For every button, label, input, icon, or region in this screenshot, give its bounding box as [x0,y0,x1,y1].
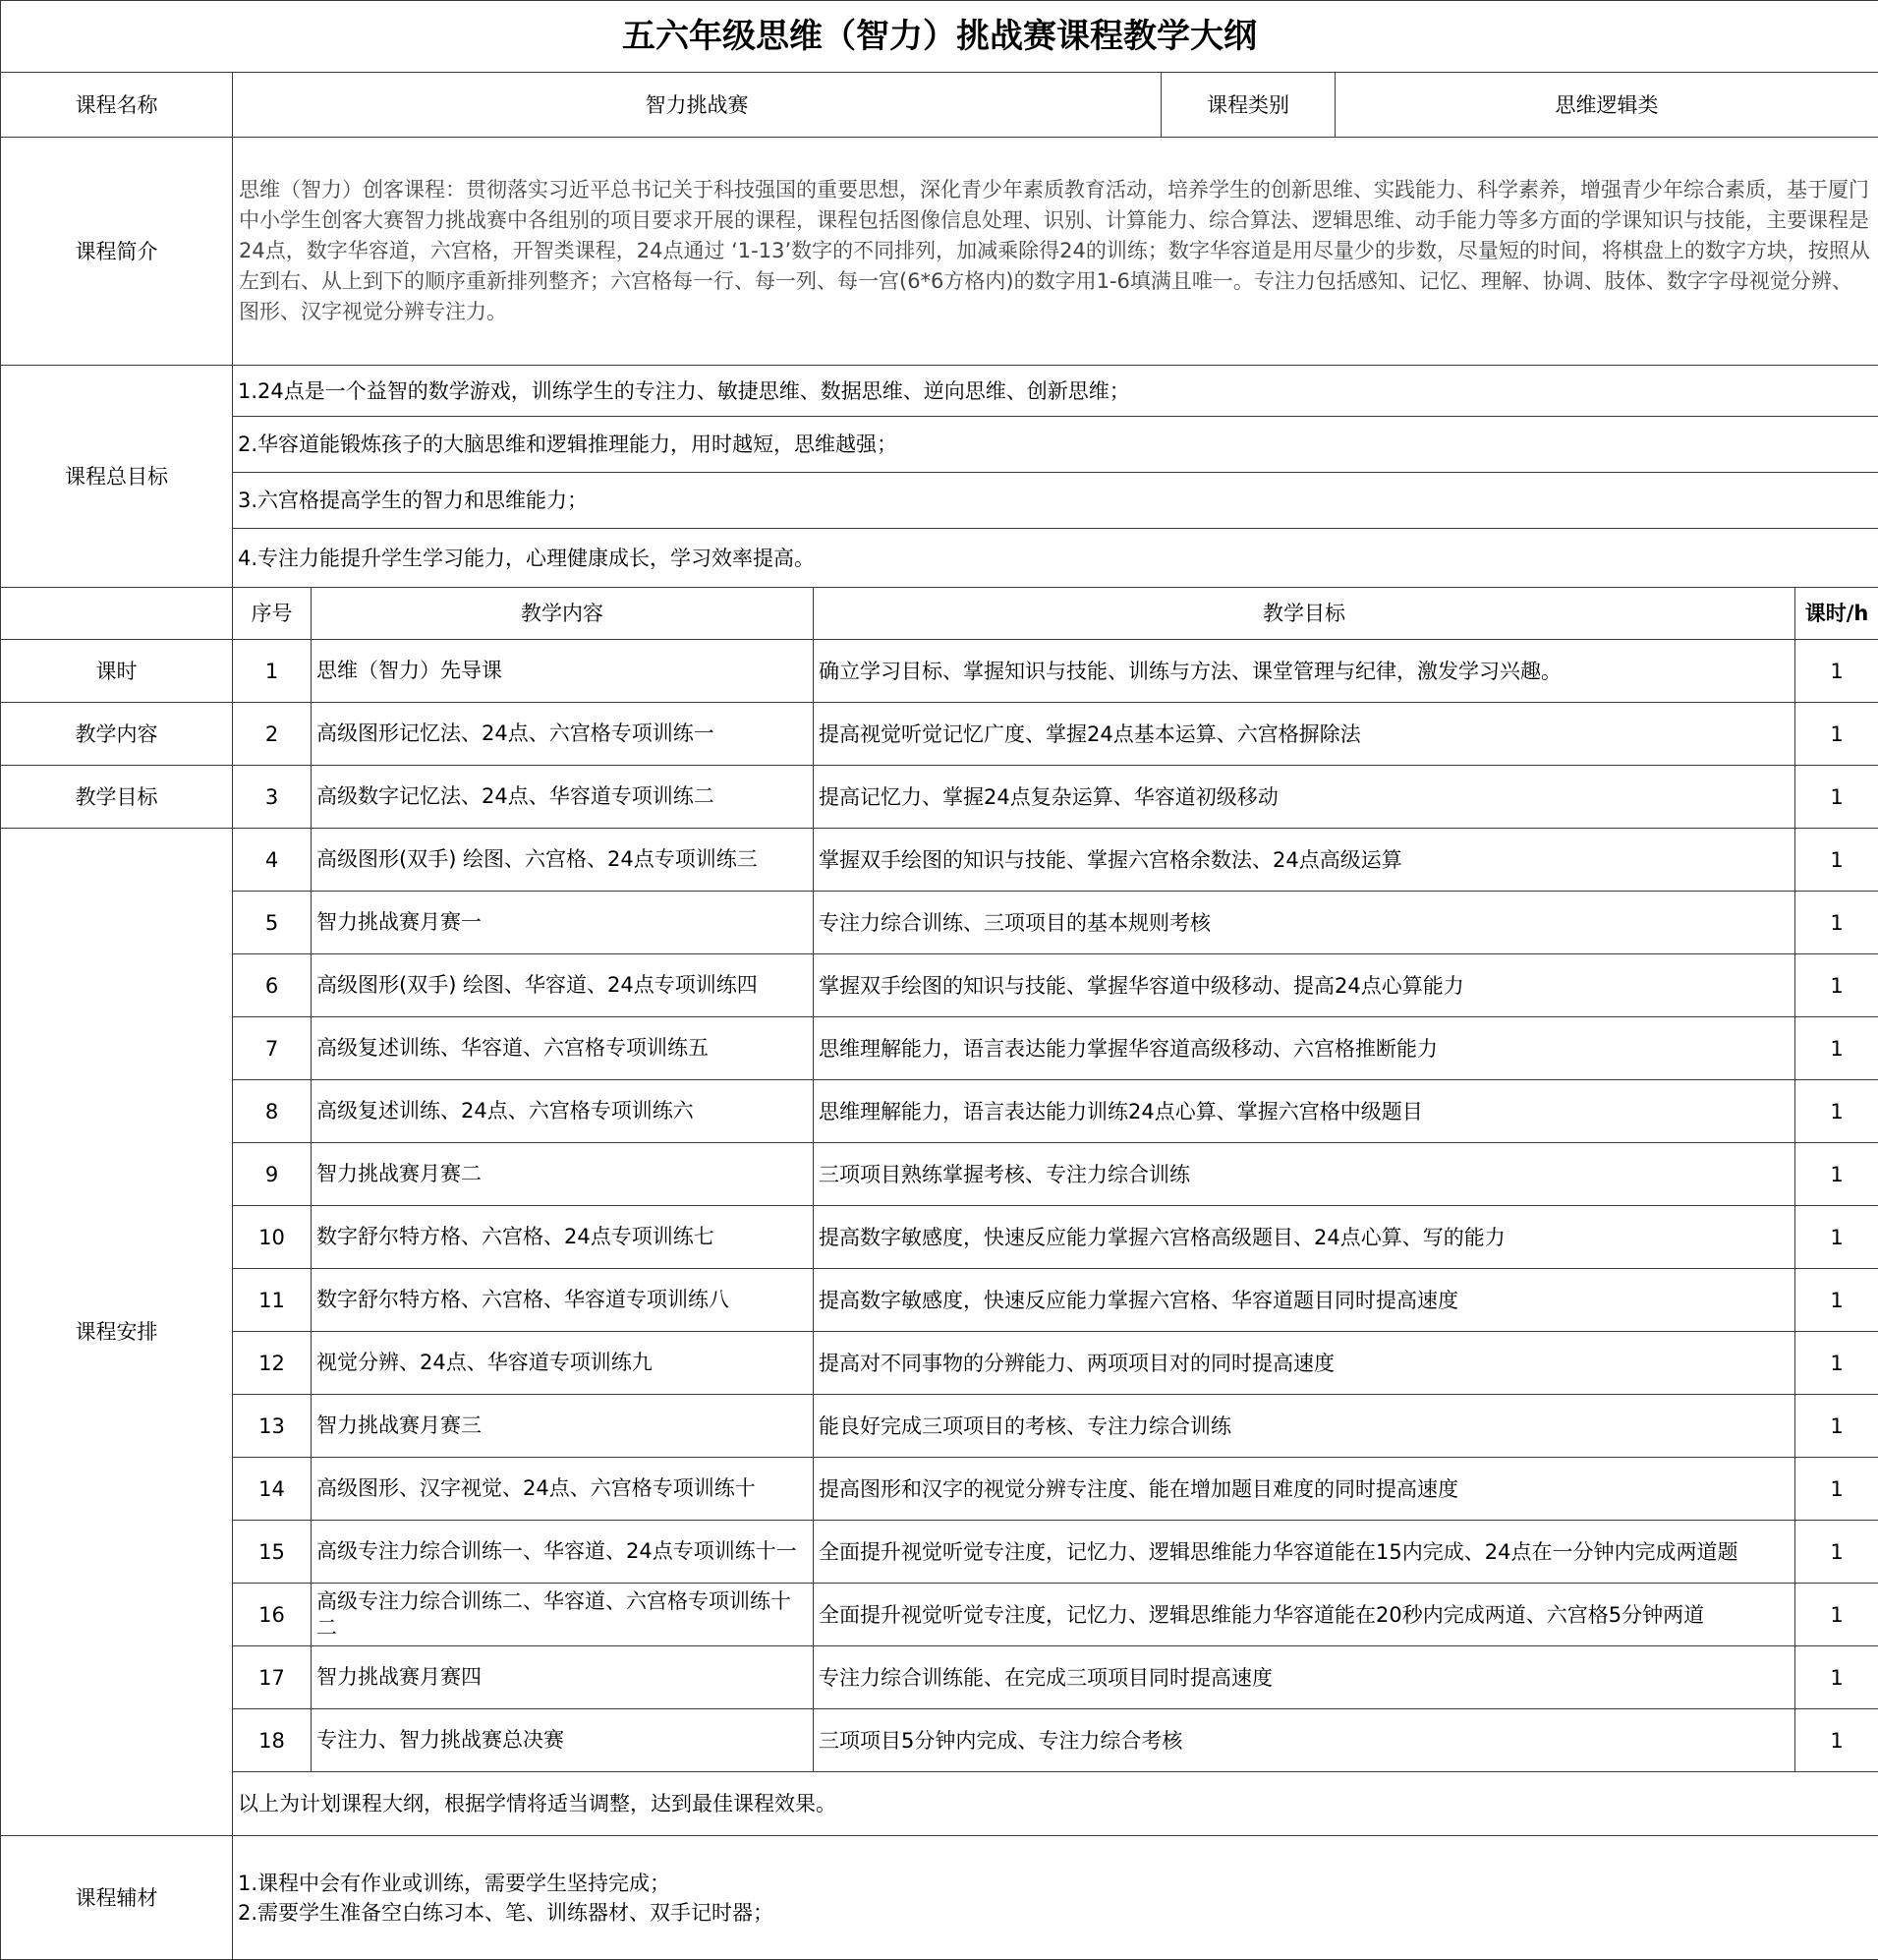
lesson-hours: 1 [1795,640,1878,703]
schedule-note: 以上为计划课程大纲，根据学情将适当调整，达到最佳课程效果。 [233,1772,1878,1836]
page-title: 五六年级思维（智力）挑战赛课程教学大纲 [1,1,1878,73]
lesson-goal: 全面提升视觉听觉专注度，记忆力、逻辑思维能力华容道能在20秒内完成两道、六宫格5分钟两道 [814,1584,1795,1646]
lesson-hours: 1 [1795,1143,1878,1206]
lesson-hours: 1 [1795,1332,1878,1395]
materials-item: 1.课程中会有作业或训练，需要学生坚持完成； [238,1871,671,1895]
lesson-hours: 1 [1795,766,1878,829]
lesson-no: 5 [233,892,312,954]
lesson-goal: 提高数字敏感度，快速反应能力掌握六宫格、华容道题目同时提高速度 [814,1269,1795,1332]
lesson-content: 高级数字记忆法、24点、华容道专项训练二 [312,766,814,829]
course-name-value: 智力挑战赛 [233,73,1162,138]
lesson-no: 7 [233,1017,312,1080]
goals-label: 课程总目标 [1,366,233,588]
lesson-row [1,1269,1878,1332]
intro-text: 思维（智力）创客课程：贯彻落实习近平总书记关于科技强国的重要思想，深化青少年素质教育活动，培养学生的创新思维、实践能力、科学素养，增强青少年综合素质，基于厦门中小学生创客大赛智力挑战赛中各组别的项目要求开展的课程，课程包括图像信息处理、识别、计算能力、综合算法、逻辑思维、动手能力等多方面的学课知识与技能，主要课程是24点，数字华容道，六宫格，开智类课程，24点通过 ‘1-13’数字的不同排列，加减乘除得24的训练；数字华容道是用尽量少的步数，尽量短的时间，将棋盘上的数字方块，按照从左到右、从上到下的顺序重新排列整齐；六宫格每一行、每一列、每一宫(6*6方格内)的数字用1-6填满且唯一。专注力包括感知、记忆、理解、协调、肢体、数字字母视觉分辨、图形、汉字视觉分辨专注力。 [233,138,1878,366]
course-type-value: 思维逻辑类 [1336,73,1878,138]
lesson-hours: 1 [1795,1080,1878,1143]
lesson-goal: 提高记忆力、掌握24点复杂运算、华容道初级移动 [814,766,1795,829]
lesson-no: 12 [233,1332,312,1395]
lesson-no: 14 [233,1458,312,1521]
lesson-no: 17 [233,1646,312,1709]
lesson-hours: 1 [1795,1709,1878,1772]
side-label-content: 教学内容 [1,703,233,766]
lesson-row [1,892,1878,954]
lesson-hours: 1 [1795,1458,1878,1521]
lesson-goal: 掌握双手绘图的知识与技能、掌握六宫格余数法、24点高级运算 [814,829,1795,892]
lesson-hours: 1 [1795,954,1878,1017]
lesson-content: 高级专注力综合训练二、华容道、六宫格专项训练十二 [312,1584,814,1646]
lesson-row [1,1458,1878,1521]
header-blank-cell [1,588,233,640]
header-content: 教学内容 [312,588,814,640]
lesson-goal: 三项项目5分钟内完成、专注力综合考核 [814,1709,1795,1772]
side-label-hours: 课时 [1,640,233,703]
lesson-row [1,1206,1878,1269]
lesson-content: 数字舒尔特方格、六宫格、24点专项训练七 [312,1206,814,1269]
lesson-row [1,1017,1878,1080]
goal-item: 4.专注力能提升学生学习能力，心理健康成长，学习效率提高。 [233,529,1878,588]
lesson-content: 视觉分辨、24点、华容道专项训练九 [312,1332,814,1395]
lesson-content: 高级图形、汉字视觉、24点、六宫格专项训练十 [312,1458,814,1521]
goal-item: 2.华容道能锻炼孩子的大脑思维和逻辑推理能力，用时越短，思维越强； [233,417,1878,473]
lesson-goal: 三项项目熟练掌握考核、专注力综合训练 [814,1143,1795,1206]
lesson-content: 高级专注力综合训练一、华容道、24点专项训练十一 [312,1521,814,1584]
lesson-hours: 1 [1795,703,1878,766]
lesson-row [1,1646,1878,1709]
lesson-hours: 1 [1795,892,1878,954]
lesson-goal: 全面提升视觉听觉专注度，记忆力、逻辑思维能力华容道能在15内完成、24点在一分钟内完成两道题 [814,1521,1795,1584]
lesson-content: 专注力、智力挑战赛总决赛 [312,1709,814,1772]
lesson-goal: 专注力综合训练能、在完成三项项目同时提高速度 [814,1646,1795,1709]
lesson-no: 1 [233,640,312,703]
lesson-content: 思维（智力）先导课 [312,640,814,703]
lesson-hours: 1 [1795,1206,1878,1269]
lesson-row [1,1395,1878,1458]
lesson-no: 15 [233,1521,312,1584]
lesson-no: 6 [233,954,312,1017]
lesson-goal: 思维理解能力，语言表达能力掌握华容道高级移动、六宫格推断能力 [814,1017,1795,1080]
lesson-row [1,1709,1878,1772]
lesson-content: 高级图形(双手) 绘图、六宫格、24点专项训练三 [312,829,814,892]
goal-item: 1.24点是一个益智的数学游戏，训练学生的专注力、敏捷思维、数据思维、逆向思维、创新思维； [233,366,1878,417]
intro-label: 课程简介 [1,138,233,366]
lesson-row [1,1080,1878,1143]
lesson-hours: 1 [1795,1395,1878,1458]
lesson-no: 18 [233,1709,312,1772]
lesson-no: 4 [233,829,312,892]
lesson-content: 智力挑战赛月赛三 [312,1395,814,1458]
lesson-goal: 思维理解能力，语言表达能力训练24点心算、掌握六宫格中级题目 [814,1080,1795,1143]
materials-item: 2.需要学生准备空白练习本、笔、训练器材、双手记时器； [238,1900,774,1925]
lesson-hours: 1 [1795,1584,1878,1646]
lesson-goal: 提高数字敏感度，快速反应能力掌握六宫格高级题目、24点心算、写的能力 [814,1206,1795,1269]
lesson-row [1,1143,1878,1206]
lesson-no: 9 [233,1143,312,1206]
lesson-row [1,703,1878,766]
lesson-row [1,1584,1878,1646]
lesson-goal: 提高图形和汉字的视觉分辨专注度、能在增加题目难度的同时提高速度 [814,1458,1795,1521]
lesson-row [1,829,1878,892]
lesson-content: 高级复述训练、24点、六宫格专项训练六 [312,1080,814,1143]
lesson-content: 智力挑战赛月赛一 [312,892,814,954]
lesson-no: 13 [233,1395,312,1458]
materials-label: 课程辅材 [1,1836,233,1960]
side-label-arrangement: 课程安排 [1,829,233,1836]
lesson-no: 2 [233,703,312,766]
lesson-goal: 确立学习目标、掌握知识与技能、训练与方法、课堂管理与纪律，激发学习兴趣。 [814,640,1795,703]
lesson-row [1,1332,1878,1395]
lesson-row [1,766,1878,829]
lesson-hours: 1 [1795,829,1878,892]
lesson-content: 高级复述训练、华容道、六宫格专项训练五 [312,1017,814,1080]
lesson-goal: 掌握双手绘图的知识与技能、掌握华容道中级移动、提高24点心算能力 [814,954,1795,1017]
lesson-content: 高级图形记忆法、24点、六宫格专项训练一 [312,703,814,766]
lesson-no: 16 [233,1584,312,1646]
course-name-label: 课程名称 [1,73,233,138]
lesson-no: 3 [233,766,312,829]
lesson-hours: 1 [1795,1646,1878,1709]
header-hours: 课时/h [1795,588,1878,640]
lesson-goal: 提高视觉听觉记忆广度、掌握24点基本运算、六宫格摒除法 [814,703,1795,766]
lesson-goal: 提高对不同事物的分辨能力、两项项目对的同时提高速度 [814,1332,1795,1395]
lesson-hours: 1 [1795,1017,1878,1080]
header-goal: 教学目标 [814,588,1795,640]
lesson-goal: 专注力综合训练、三项项目的基本规则考核 [814,892,1795,954]
lesson-content: 数字舒尔特方格、六宫格、华容道专项训练八 [312,1269,814,1332]
header-no: 序号 [233,588,312,640]
lesson-hours: 1 [1795,1521,1878,1584]
course-type-label: 课程类别 [1162,73,1336,138]
side-label-goal: 教学目标 [1,766,233,829]
lesson-content: 智力挑战赛月赛二 [312,1143,814,1206]
goal-item: 3.六宫格提高学生的智力和思维能力； [233,473,1878,529]
lesson-row [1,1521,1878,1584]
lesson-goal: 能良好完成三项项目的考核、专注力综合训练 [814,1395,1795,1458]
lesson-hours: 1 [1795,1269,1878,1332]
lesson-no: 10 [233,1206,312,1269]
lesson-no: 11 [233,1269,312,1332]
lesson-row [1,954,1878,1017]
materials-list [233,1836,1878,1960]
lesson-content: 智力挑战赛月赛四 [312,1646,814,1709]
lesson-row [1,640,1878,703]
lesson-no: 8 [233,1080,312,1143]
lesson-content: 高级图形(双手) 绘图、华容道、24点专项训练四 [312,954,814,1017]
